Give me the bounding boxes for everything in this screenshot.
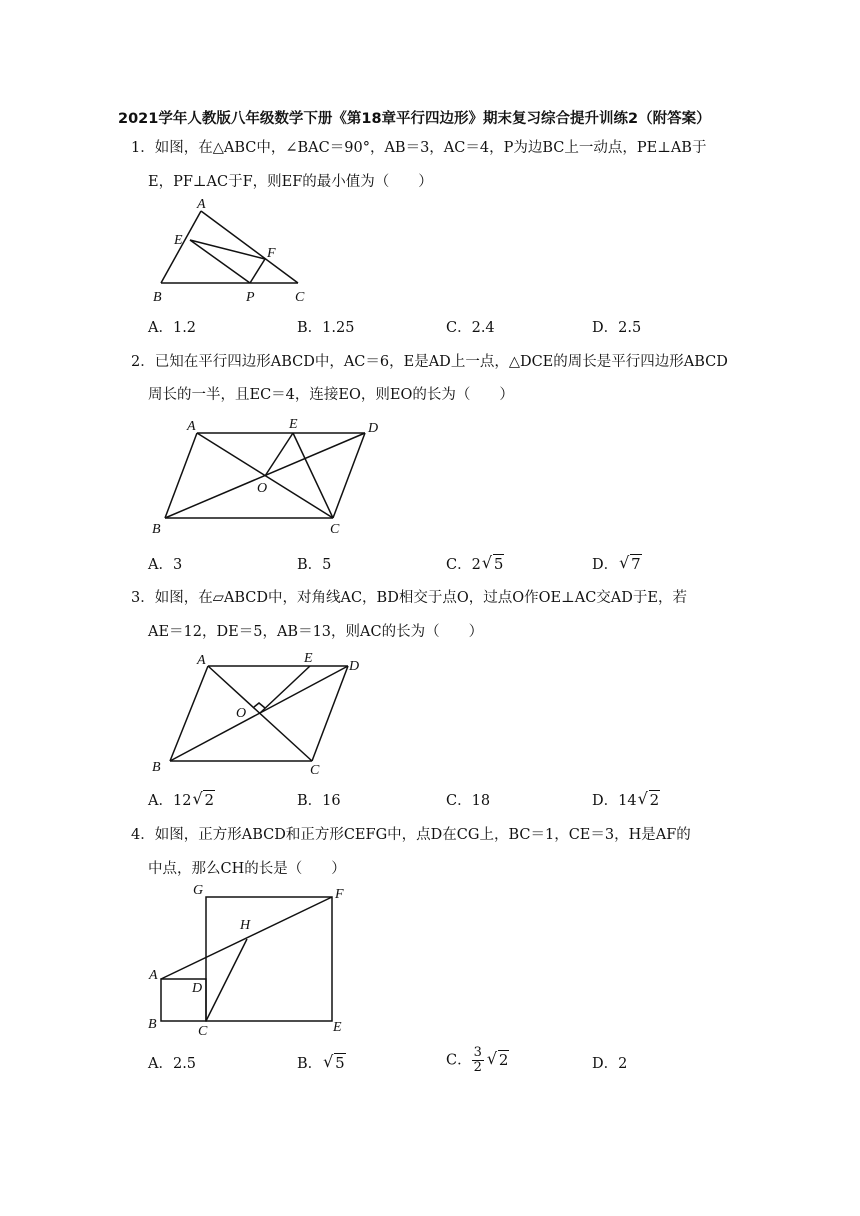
q1-option-b: B．1.25 [297,320,355,336]
q1-figure [140,195,330,307]
q2-figure [140,412,390,538]
q3-label-c: C [310,763,320,778]
q2-label-o: O [257,481,268,496]
q2-label-b: B [152,522,161,537]
q4-text-line2: 中点，那么CH的长是（ ） [148,861,346,877]
q1-label-b: B [153,290,162,305]
q4-label-e: E [333,1020,342,1035]
q3-option-a: A．12 √ 2 [148,789,214,809]
q3-label-a: A [197,653,206,668]
q2-label-a: A [187,419,196,434]
q3-text-line2: AE＝12，DE＝5，AB＝13，则AC的长为（ ） [148,624,484,640]
q4-label-f: F [335,887,344,902]
q4-label-a: A [149,968,158,983]
q2-label-d: D [368,421,379,436]
q4-option-c: C． $\frac{3}{2}$ √ 2 [446,1045,509,1075]
q4-option-d: D．2 [592,1056,628,1072]
q1-text-line2: E，PF⊥AC于F，则EF的最小值为（ ） [148,174,433,190]
q3-label-b: B [152,760,161,775]
q1-text-line1: 1．如图，在△ABC中，∠BAC＝90°，AB＝3，AC＝4，P为边BC上一动点，PE⊥AB于 [131,140,707,156]
q4-label-b: B [148,1017,157,1032]
q1-option-a: A．1.2 [148,320,197,336]
q2-text-line2: 周长的一半，且EC＝4，连接EO，则EO的长为（ ） [148,387,514,403]
q4-figure [140,878,360,1038]
q3-label-d: D [349,659,360,674]
q1-option-c: C．2.4 [446,320,495,336]
q3-label-o: O [236,706,247,721]
q4-label-g: G [193,883,204,898]
q3-label-e: E [304,651,313,666]
q3-figure [140,648,370,778]
q3-option-b: B．16 [297,793,341,809]
q2-label-e: E [289,417,298,432]
q1-label-f: F [267,246,276,261]
q2-option-d: D． √ 7 [592,553,641,573]
q1-option-d: D．2.5 [592,320,642,336]
q2-option-b: B．5 [297,557,332,573]
q4-label-c: C [198,1024,208,1038]
q1-label-a: A [197,197,206,212]
q1-label-p: P [246,290,255,305]
q4-option-b: B． √ 5 [297,1052,345,1072]
document-title: 2021学年人教版八年级数学下册《第18章平行四边形》期末复习综合提升训练2（附答案） [118,111,711,127]
q4-option-a: A．2.5 [148,1056,197,1072]
q3-option-d: D．14 √ 2 [592,789,660,809]
q2-option-a: A．3 [148,557,183,573]
q2-label-c: C [330,522,340,537]
q4-text-line1: 4．如图，正方形ABCD和正方形CEFG中，点D在CG上，BC＝1，CE＝3，H是AF的 [131,827,691,843]
q1-label-c: C [295,290,305,305]
q2-option-c: C．2 √ 5 [446,553,504,573]
q2-text-line1: 2．已知在平行四边形ABCD中，AC＝6，E是AD上一点，△DCE的周长是平行四边形ABCD [131,354,728,370]
q4-label-h: H [240,918,251,933]
q4-label-d: D [192,981,203,996]
q3-text-line1: 3．如图，在▱ABCD中，对角线AC，BD相交于点O，过点O作OE⊥AC交AD于E，若 [131,590,687,606]
q1-label-e: E [174,233,183,248]
q3-option-c: C．18 [446,793,491,809]
